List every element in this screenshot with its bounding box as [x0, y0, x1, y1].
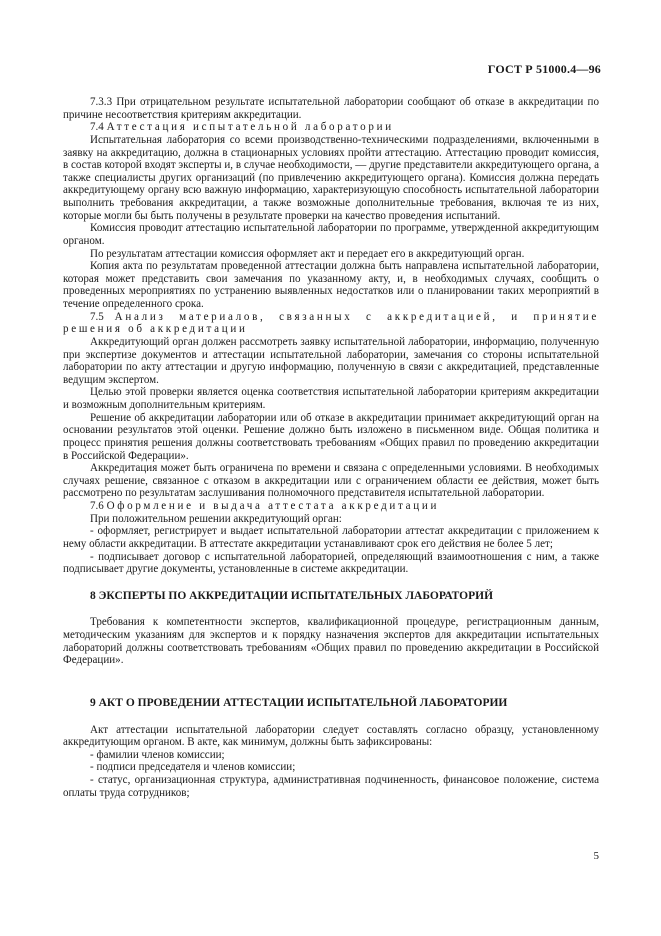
list-item: - оформляет, регистрирует и выдает испытательной лаборатории аттестат аккредитации с приложением к нему области аккредитации. В аттестате аккредитации устанавливают срок его действия не более 5 лет; [63, 525, 599, 550]
document-body [63, 96, 599, 799]
list-item: - подписи председателя и членов комиссии; [90, 761, 296, 774]
subsection-number: 7.5 [90, 310, 115, 323]
paragraph: Целью этой проверки является оценка соответствия испытательной лаборатории критериям аккредитации и возможным дополнительным критериям. [63, 386, 599, 411]
subsection-number: 7.6 [90, 500, 107, 512]
list-item: - подписывает договор с испытательной лабораторией, определяющий взаимоотношения с ним, а также подписывает другие документы, установленные в системе аккредитации. [63, 550, 599, 576]
paragraph: Решение об аккредитации лаборатории или об отказе в аккредитации принимает аккредитующий орган на основании результатов этой оценки. Решение должно быть изложено в письменном виде. Общая политика и процесс принятия решения должны соответствовать требованиям «Общих правил по проведению аккредитации в Российской Федерации». [63, 411, 599, 462]
section-heading-9: 9 АКТ О ПРОВЕДЕНИИ АТТЕСТАЦИИ ИСПЫТАТЕЛЬНОЙ ЛАБОРАТОРИИ [90, 696, 508, 709]
paragraph: Копия акта по результатам проведенной аттестации должна быть направлена испытательной лаборатории, которая может представить свои замечания по указанному акту, и, в необходимых случаях, сообщить о проведенных мероприятиях по устранению выявленных недостатков или о планировании таких мероприятий в течение определенного срока. [63, 260, 599, 310]
list-item: - статус, организационная структура, административная подчиненность, финансовое положение, система оплаты труда сотрудников; [63, 774, 599, 799]
subsection-title-text: Анализ материалов, связанных с аккредитацией, и принятие решения об аккредитации [63, 310, 599, 336]
paragraph: Акт аттестации испытательной лаборатории следует составлять согласно образцу, установленному аккредитующим органом. В акте, как минимум, должны быть зафиксированы: [63, 723, 599, 749]
paragraph-7-3-3: 7.3.3 При отрицательном результате испытательной лаборатории сообщают об отказе в аккредитации по причине несоответствия критериям аккредитации. [63, 96, 599, 121]
paragraph: Требования к компетентности экспертов, квалификационной процедуре, регистрационным данным, методическим указаниям для экспертов и к порядку назначения экспертов для аккредитации испытательных лабораторий должны соответствовать требованиям «Общих правил по проведению аккредитации в Российской Федерации». [63, 616, 599, 667]
section-heading-8: 8 ЭКСПЕРТЫ ПО АККРЕДИТАЦИИ ИСПЫТАТЕЛЬНЫХ ЛАБОРАТОРИЙ [90, 589, 494, 602]
subsection-title-7-4 [63, 121, 599, 134]
paragraph: Комиссия проводит аттестацию испытательной лаборатории по программе, утвержденной аккредитующим органом. [63, 222, 599, 247]
paragraph: Аккредитующий орган должен рассмотреть заявку испытательной лаборатории, информацию, полученную при экспертизе документов и аттестации испытательной лаборатории, замечания со стороны испытательной лаборатории по акту аттестации и другую информацию, полученную в связи с аккредитацией, представленные ведущим экспертом. [63, 335, 599, 386]
subsection-title-text: Оформление и выдача аттестата аккредитации [106, 500, 440, 512]
subsection-title-7-6 [63, 500, 599, 513]
paragraph: Аккредитация может быть ограничена по времени и связана с определенными условиями. В необходимых случаях решение, связанное с отказом в аккредитации или с ограничением области ее действия, может быть рассмотрено по результатам заслушивания полномочного представителя испытательной лаборатории. [63, 462, 599, 500]
page-number: 5 [593, 850, 599, 862]
subsection-title-text: Аттестация испытательной лаборатории [106, 121, 394, 134]
page-header-standard-number: ГОСТ Р 51000.4—96 [487, 62, 601, 76]
paragraph: По результатам аттестации комиссия оформляет акт и передает его в аккредитующий орган. [90, 247, 525, 260]
subsection-title-7-5 [63, 311, 599, 336]
paragraph: При положительном решении аккредитующий орган: [90, 512, 342, 525]
list-item: - фамилии членов комиссии; [90, 748, 225, 761]
paragraph: Испытательная лаборатория со всеми производственно-техническими подразделениями, включенными в заявку на аккредитацию, должна в стационарных условиях пройти аттестацию. Аттестацию проводит комиссия, в состав которой входят эксперты и, в случае необходимости, — другие представители аккредитующего органа, а также специалисты других организаций (по привлечению аккредитующего органа). Комиссия должна передать аккредитующему органу всю важную информацию, характеризующую способность испытательной лаборатории выполнить требования аккредитации, а также возможные дополнительные требования, включая те из них, которые могли бы быть получены в результате проверки на качество проведения испытаний. [63, 133, 599, 222]
subsection-number: 7.4 [90, 121, 107, 134]
